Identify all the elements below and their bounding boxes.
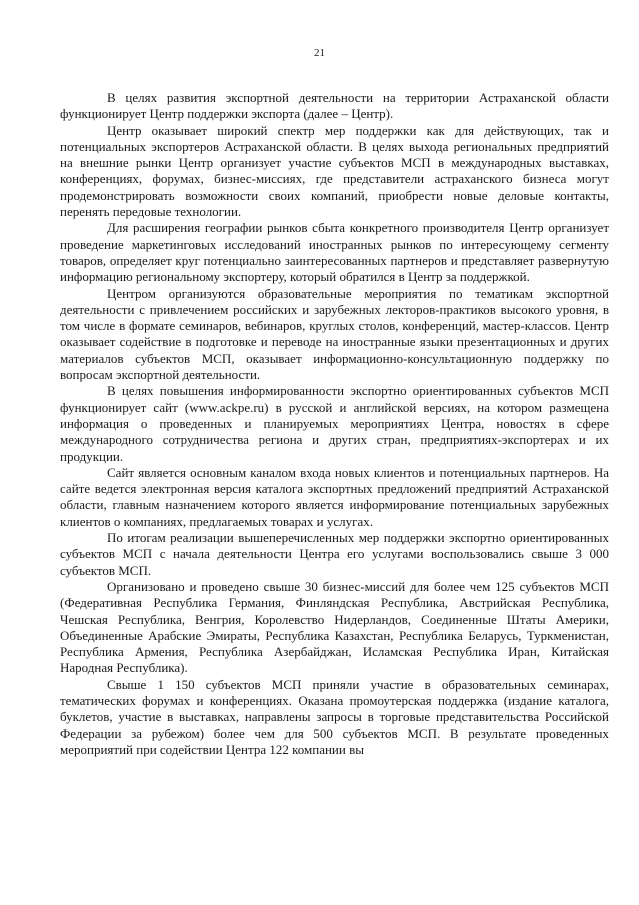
paragraph-seminars-support: Свыше 1 150 субъектов МСП приняли участие в образовательных семинарах, тематических форумах и конференциях. Оказана промоутерская поддержка (издание каталога, буклетов, участие в выставках, направлены запросы в торговые представительства Российской Федерации за рубежом) более чем для 500 субъектов МСП. В результате проведенных мероприятий при содействии Центра 122 компании вы: [60, 676, 609, 757]
paragraph-export-center-intro: В целях развития экспортной деятельности на территории Астраханской области функционирует Центр поддержки экспорта (далее – Центр).: [60, 90, 609, 122]
paragraph-support-measures: Центр оказывает широкий спектр мер поддержки как для действующих, так и потенциальных экспортеров Астраханской области. В целях выхода региональных предприятий на внешние рынки Центр организует участие субъектов МСП в международных выставках, конференциях, форумах, бизнес-миссиях, где представители астраханского бизнеса могут продемонстрировать возможности своих компаний, приобрести новые деловые контакты, перенять передовые технологии.: [60, 122, 609, 220]
paragraph-business-missions: Организовано и проведено свыше 30 бизнес-миссий для более чем 125 субъектов МСП (Федеративная Республика Германия, Финляндская Республика, Австрийская Республика, Чешская Республика, Венгрия, Королевство Нидерландов, Соединенные Штаты Америки, Объединенные Арабские Эмираты, Республика Казахстан, Республика Беларусь, Туркменистан, Республика Армения, Республика Азербайджан, Исламская Республика Иран, Китайская Народная Республика).: [60, 578, 609, 676]
body-text: [60, 90, 609, 758]
paragraph-results-summary: По итогам реализации вышеперечисленных мер поддержки экспортно ориентированных субъектов МСП с начала деятельности Центра его услугами воспользовались свыше 3 000 субъектов МСП.: [60, 530, 609, 578]
paragraph-market-research: Для расширения географии рынков сбыта конкретного производителя Центр организует проведение маркетинговых исследований иностранных рынков по интересующему сегменту товаров, определяет круг потенциально заинтересованных партнеров и представляет развернутую информацию региональному экспортеру, который обратился в Центр за поддержкой.: [60, 220, 609, 285]
paragraph-educational-events: Центром организуются образовательные мероприятия по тематикам экспортной деятельности с привлечением российских и зарубежных лекторов-практиков высокого уровня, в том числе в формате семинаров, вебинаров, круглых столов, конференций, мастер-классов. Центр оказывает содействие в подготовке и переводе на иностранные языки презентационных и других материалов субъектов МСП, оказывает информационно-консультационную поддержку по вопросам экспортной деятельности.: [60, 285, 609, 383]
paragraph-website-catalog: Сайт является основным каналом входа новых клиентов и потенциальных партнеров. На сайте ведется электронная версия каталога экспортных предложений предприятий Астраханской области, главным назначением которого является информирование потенциальных зарубежных клиентов о компаниях, предлагаемых товарах и услугах.: [60, 464, 609, 529]
paragraph-website: В целях повышения информированности экспортно ориентированных субъектов МСП функционирует сайт (www.ackpe.ru) в русской и английской версиях, на котором размещена информация о проведенных и планируемых мероприятиях Центра, новостях в сфере международного сотрудничества региона и других стран, предприятиях-экспортерах и их продукции.: [60, 383, 609, 464]
page-number: 21: [314, 47, 325, 59]
